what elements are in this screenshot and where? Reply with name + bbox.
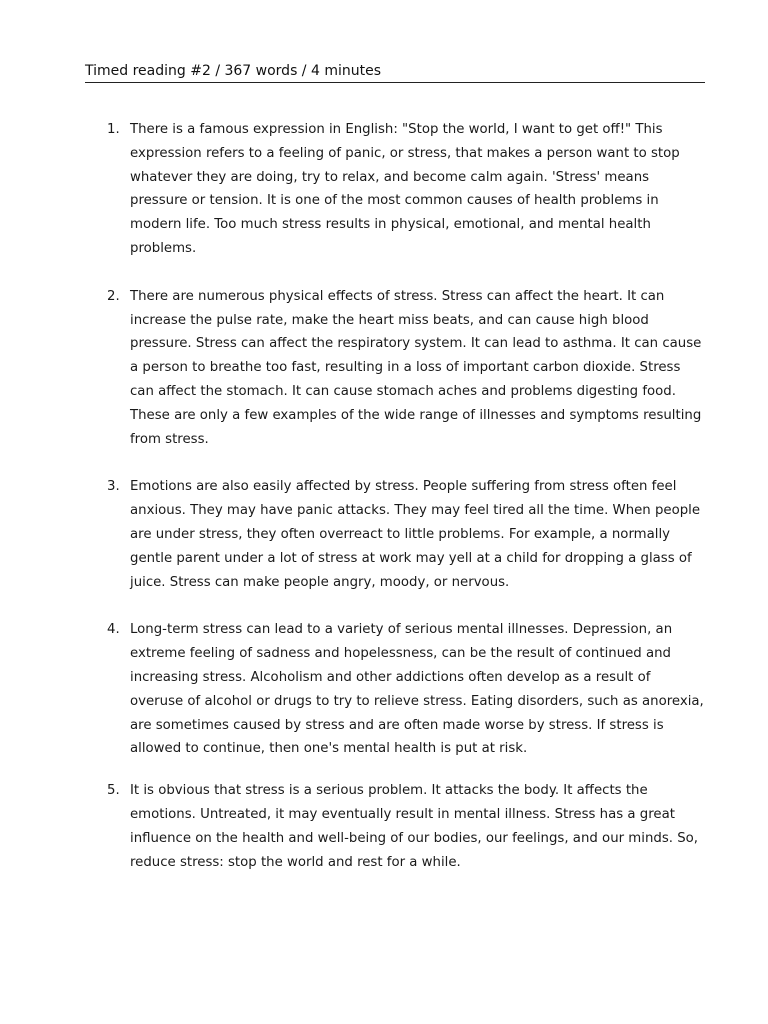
paragraph-item-2 <box>85 285 707 452</box>
paragraph-item-1 <box>85 118 707 261</box>
paragraph-text: There is a famous expression in English: "Stop the world, I want to get off!" This expression refers to a feeling of panic, or stress, that makes a person want to stop whatever they are doing, try to relax, and become calm again. 'Stress' means pressure or tension. It is one of the most common causes of health problems in modern life. Too much stress results in physical, emotional, and mental health problems. <box>130 122 680 256</box>
paragraph-text: Long-term stress can lead to a variety of serious mental illnesses. Depression, an extreme feeling of sadness and hopelessness, can be the result of continued and increasing stress. Alcoholism and other addictions often develop as a result of overuse of alcohol or drugs to try to relieve stress. Eating disorders, such as anorexia, are sometimes caused by stress and are often made worse by stress. If stress is allowed to continue, then one's mental health is put at risk. <box>130 622 704 757</box>
paragraph-item-4 <box>85 618 707 761</box>
paragraph-number: 5. <box>107 783 120 799</box>
paragraph-number: 4. <box>107 622 120 638</box>
paragraph-text: It is obvious that stress is a serious problem. It attacks the body. It affects the emotions. Untreated, it may eventually result in mental illness. Stress has a great influence on the health and well-being of our bodies, our feelings, and our minds. So, reduce stress: stop the world and rest for a while. <box>130 783 699 870</box>
paragraph-number: 3. <box>107 479 120 495</box>
paragraph-number: 1. <box>107 122 120 137</box>
paragraph-text: Emotions are also easily affected by stress. People suffering from stress often feel anxious. They may have panic attacks. They may feel tired all the time. When people are under stress, they often overreact to little problems. For example, a normally gentle parent under a lot of stress at work may yell at a child for dropping a glass of juice. Stress can make people angry, moody, or nervous. <box>130 479 701 590</box>
paragraph-item-5 <box>85 779 707 874</box>
paragraph-item-3 <box>85 475 707 594</box>
paragraph-number: 2. <box>107 288 120 304</box>
paragraph-text: There are numerous physical effects of stress. Stress can affect the heart. It can increase the pulse rate, make the heart miss beats, and can cause high blood pressure. Stress can affect the respiratory system. It can lead to asthma. It can cause a person to breathe too fast, resulting in a loss of important carbon dioxide. Stress can affect the stomach. It can cause stomach aches and problems digesting food. These are only a few examples of the wide range of illnesses and symptoms resulting from stress. <box>130 288 702 447</box>
reading-header: Timed reading #2 / 367 words / 4 minutes <box>85 62 705 83</box>
reading-paragraph-list <box>85 118 707 874</box>
